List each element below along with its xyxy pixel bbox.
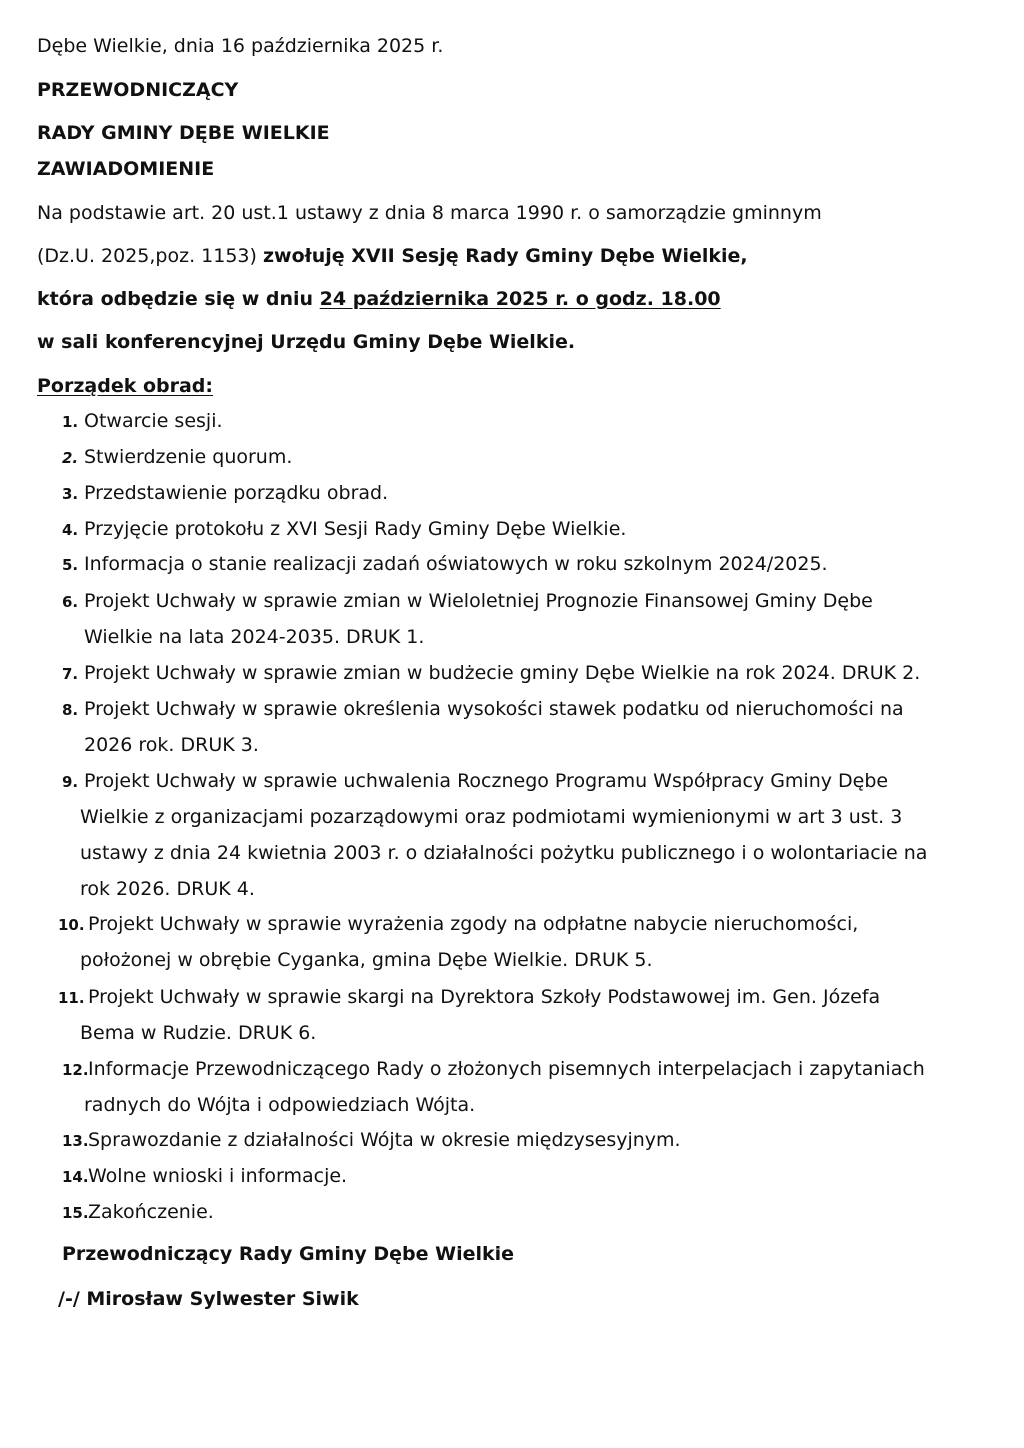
signature-role: Przewodniczący Rady Gminy Dębe Wielkie <box>62 1243 515 1265</box>
agenda-item-number: 15. <box>62 1204 89 1222</box>
agenda-item-number: 13. <box>62 1132 89 1150</box>
title-council: RADY GMINY DĘBE WIELKIE <box>37 122 330 144</box>
signature-name: /-/ Mirosław Sylwester Siwik <box>58 1288 359 1310</box>
agenda-item-number: 6. <box>62 593 79 611</box>
intro-line-2-bold: zwołuję XVII Sesję Rady Gminy Dębe Wielkie, <box>262 245 748 267</box>
agenda-item-text: Projekt Uchwały w sprawie skargi na Dyrektora Szkoły Podstawowej im. Gen. Józefa <box>88 986 881 1008</box>
agenda-item-text: Wolne wnioski i informacje. <box>88 1165 348 1187</box>
intro-line-2 <box>37 244 748 268</box>
title-chairman: PRZEWODNICZĄCY <box>37 79 239 101</box>
agenda-item-number: 5. <box>62 556 79 574</box>
agenda-item-number: 4. <box>62 521 79 539</box>
agenda-item-text: Bema w Rudzie. DRUK 6. <box>80 1022 317 1044</box>
agenda-item-text: Przyjęcie protokołu z XVI Sesji Rady Gminy Dębe Wielkie. <box>84 518 627 540</box>
agenda-item-text: Projekt Uchwały w sprawie zmian w budżecie gminy Dębe Wielkie na rok 2024. DRUK 2. <box>84 662 921 684</box>
intro-line-1: Na podstawie art. 20 ust.1 ustawy z dnia 8 marca 1990 r. o samorządzie gminnym <box>37 202 822 224</box>
agenda-item-text: Projekt Uchwały w sprawie zmian w Wieloletniej Prognozie Finansowej Gminy Dębe <box>84 590 873 612</box>
agenda-item-number: 11. <box>58 989 85 1007</box>
agenda-item-text: Projekt Uchwały w sprawie wyrażenia zgody na odpłatne nabycie nieruchomości, <box>88 913 859 935</box>
agenda-item-text: Projekt Uchwały w sprawie uchwalenia Rocznego Programu Współpracy Gminy Dębe <box>84 770 889 792</box>
agenda-item-number: 8. <box>62 701 79 719</box>
agenda-item-text: Projekt Uchwały w sprawie określenia wysokości stawek podatku od nieruchomości na <box>84 698 904 720</box>
agenda-heading: Porządek obrad: <box>37 375 214 397</box>
agenda-item-number: 9. <box>62 773 79 791</box>
agenda-item-text: Informacja o stanie realizacji zadań oświatowych w roku szkolnym 2024/2025. <box>84 553 828 575</box>
agenda-item-text: Przedstawienie porządku obrad. <box>84 482 389 504</box>
agenda-item-number: 14. <box>62 1168 89 1186</box>
agenda-item-text: Wielkie z organizacjami pozarządowymi oraz podmiotami wymienionymi w art 3 ust. 3 <box>80 806 903 828</box>
agenda-item-text: położonej w obrębie Cyganka, gmina Dębe Wielkie. DRUK 5. <box>80 949 653 971</box>
agenda-item-text: 2026 rok. DRUK 3. <box>84 734 259 756</box>
date-line: Dębe Wielkie, dnia 16 października 2025 r. <box>37 35 444 57</box>
agenda-item-text: Wielkie na lata 2024-2035. DRUK 1. <box>84 626 425 648</box>
agenda-item-text: ustawy z dnia 24 kwietnia 2003 r. o działalności pożytku publicznego i o wolontariacie na <box>80 842 928 864</box>
agenda-item-number: 2. <box>62 449 79 467</box>
agenda-item-text: Stwierdzenie quorum. <box>84 446 293 468</box>
session-date-time: 24 października 2025 r. o godz. 18.00 <box>319 288 721 310</box>
intro-line-2-plain: (Dz.U. 2025,poz. 1153) <box>37 245 263 267</box>
intro-line-3-bold: która odbędzie się w dniu <box>37 288 320 310</box>
agenda-item-number: 3. <box>62 485 79 503</box>
agenda-item-number: 12. <box>62 1061 89 1079</box>
agenda-item-number: 7. <box>62 665 79 683</box>
agenda-item-text: rok 2026. DRUK 4. <box>80 878 255 900</box>
agenda-item-number: 1. <box>62 413 79 431</box>
agenda-item-text: Informacje Przewodniczącego Rady o złożonych pisemnych interpelacjach i zapytaniach <box>88 1058 925 1080</box>
agenda-item-number: 10. <box>58 916 85 934</box>
intro-line-3 <box>37 287 721 311</box>
agenda-item-text: Zakończenie. <box>88 1201 214 1223</box>
agenda-item-text: Otwarcie sesji. <box>84 410 223 432</box>
agenda-item-text: Sprawozdanie z działalności Wójta w okresie międzysesyjnym. <box>88 1129 681 1151</box>
title-notice: ZAWIADOMIENIE <box>37 158 215 180</box>
agenda-item-text: radnych do Wójta i odpowiedziach Wójta. <box>84 1094 476 1116</box>
intro-line-4: w sali konferencyjnej Urzędu Gminy Dębe Wielkie. <box>37 331 576 353</box>
